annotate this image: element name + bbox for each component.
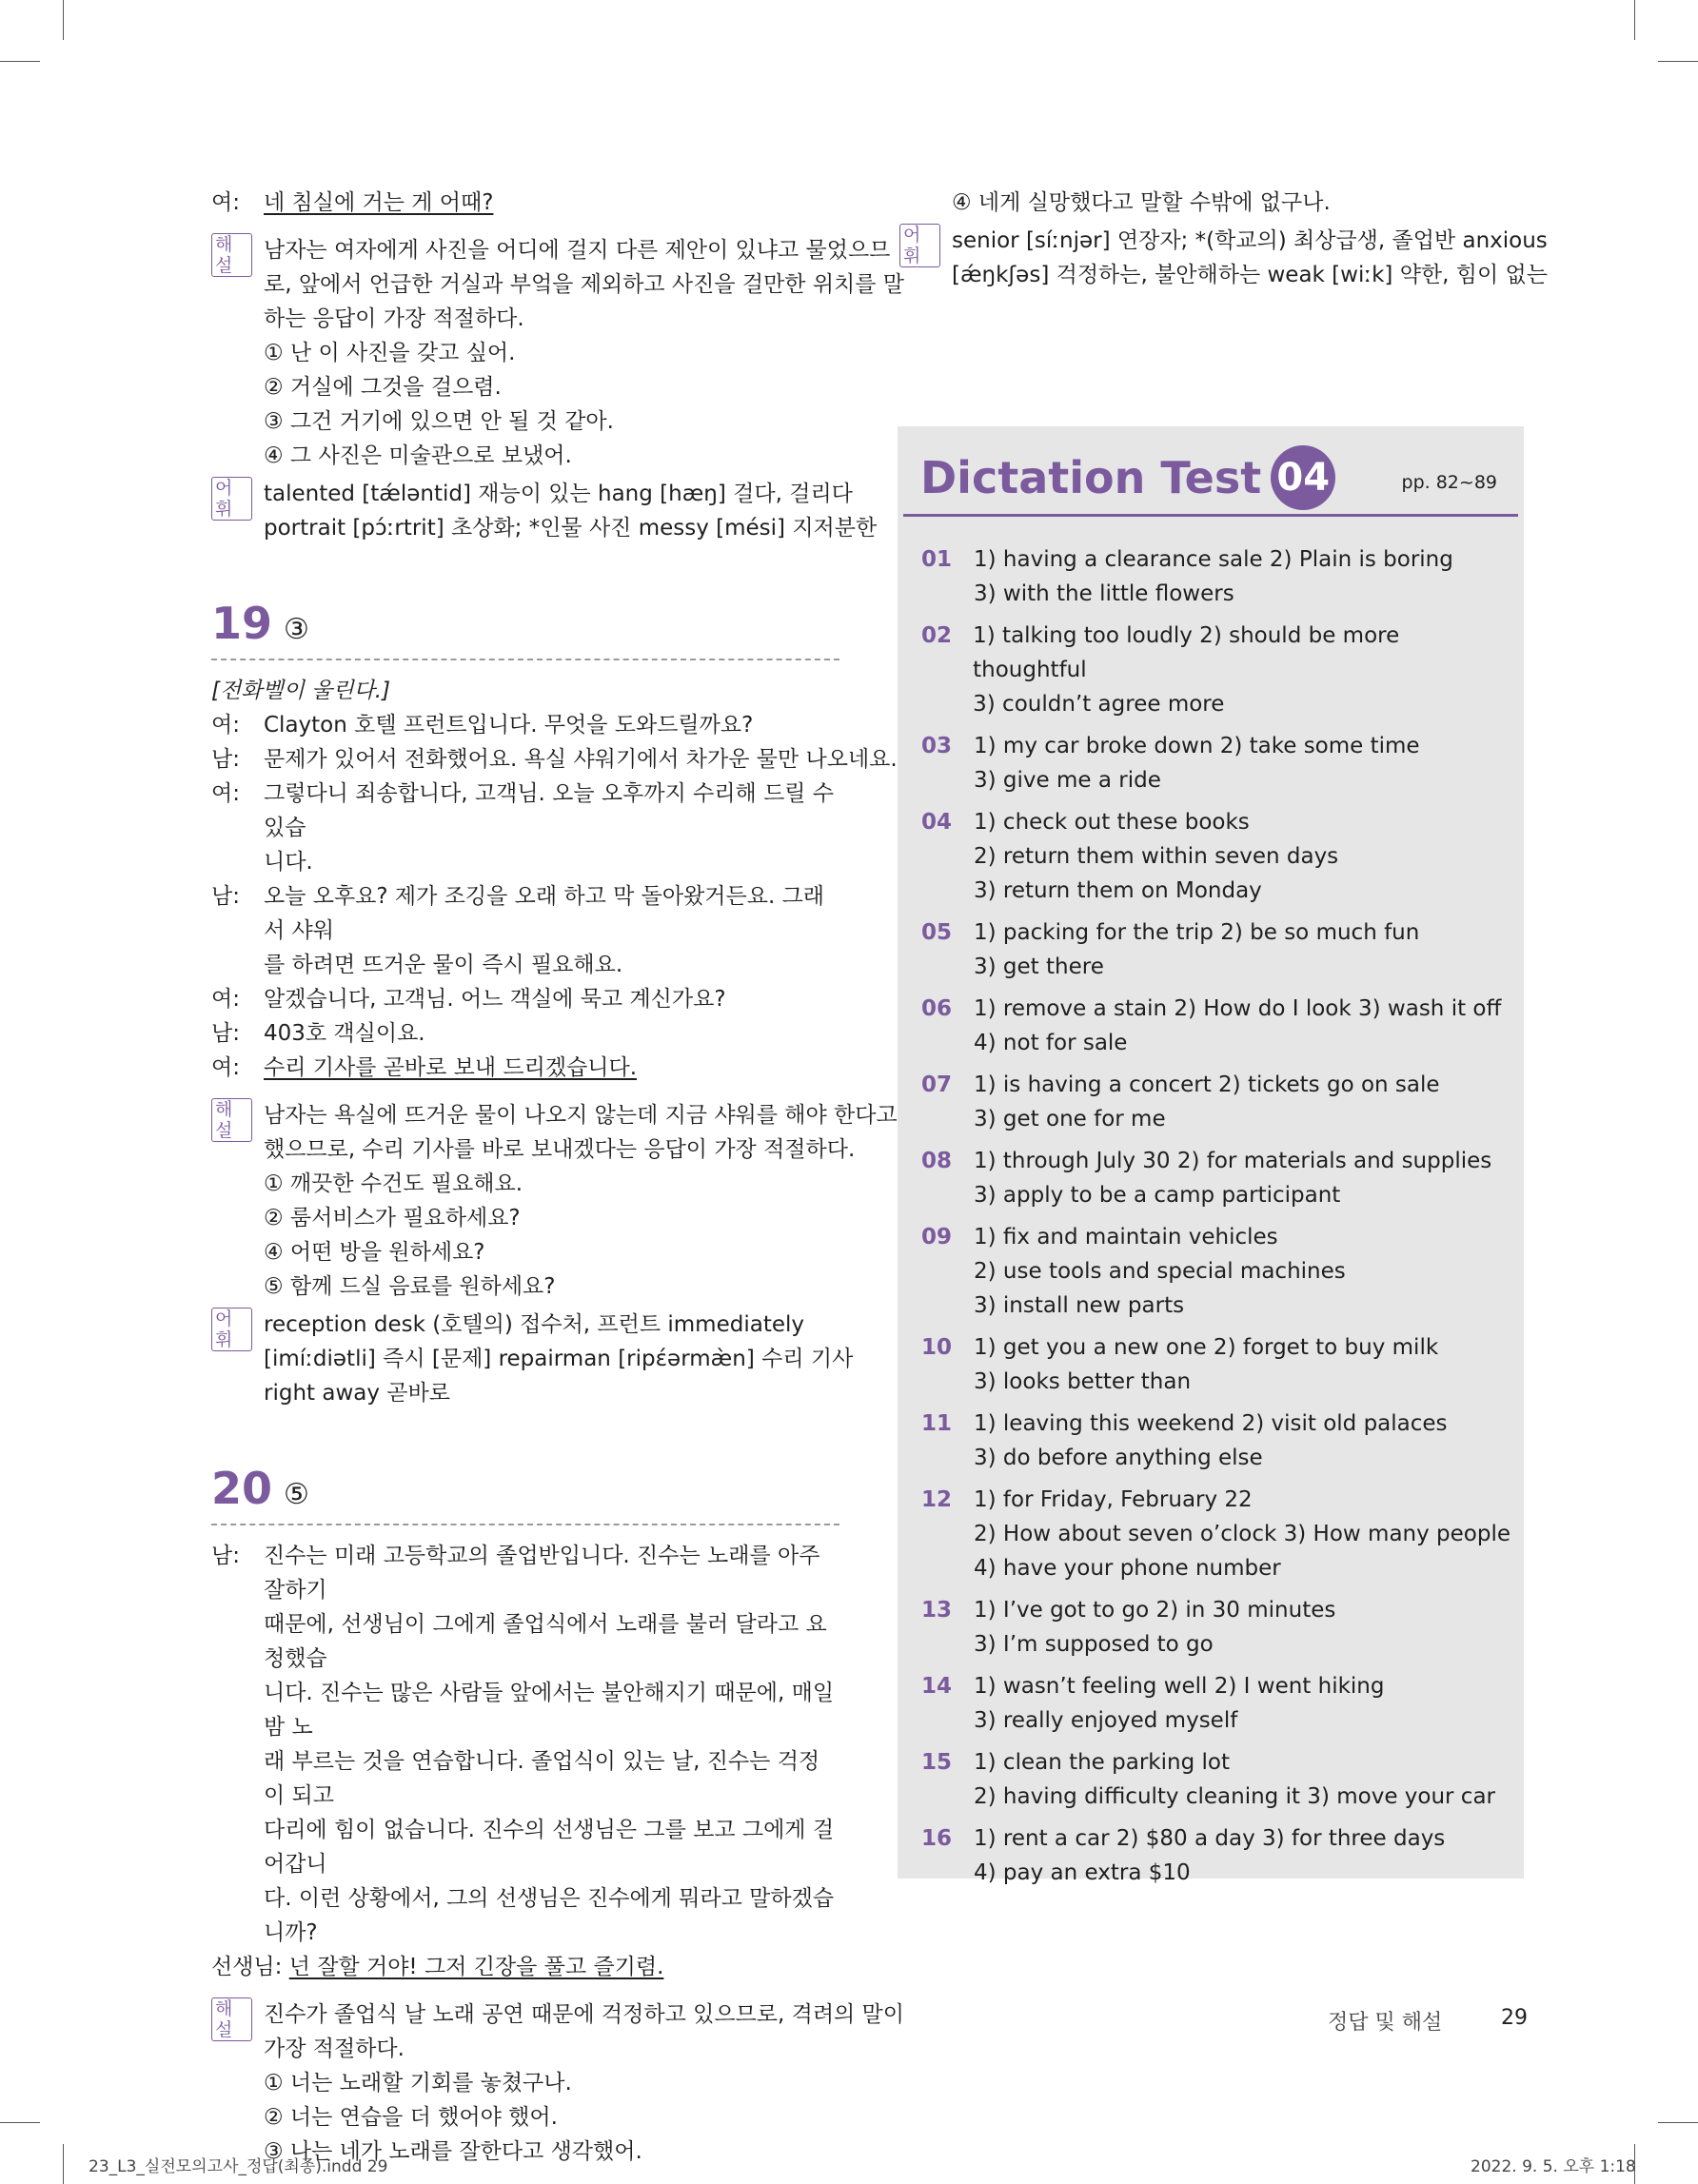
crop-mark: [1658, 2122, 1698, 2123]
dictation-item-line: 3) really enjoyed myself: [974, 1708, 1238, 1733]
question-header: [211, 1463, 839, 1514]
dictation-title-text: Dictation Test: [920, 452, 1262, 503]
option-line: ① 깨끗한 수건도 필요해요.: [264, 1171, 523, 1196]
dictation-item-line: 1) for Friday, February 22: [974, 1487, 1253, 1512]
dialog-line: [211, 186, 839, 220]
dictation-item-line: 1) packing for the trip 2) be so much fun: [974, 920, 1420, 945]
dictation-item-line: 3) do before anything else: [974, 1446, 1263, 1470]
vocab-block: [211, 477, 878, 545]
dictation-item-line: 3) with the little flowers: [974, 581, 1234, 606]
dictation-item-line: 3) I’m supposed to go: [974, 1632, 1214, 1657]
dictation-item-number: 13: [921, 1598, 953, 1623]
dashed-divider: [211, 659, 839, 660]
answer-text: 넌 잘할 거야! 그저 긴장을 풀고 즐기렴.: [288, 1955, 664, 1979]
dictation-item-line: 2) How about seven o’clock 3) How many people: [974, 1522, 1510, 1546]
dialog-text: 오늘 오후요? 제가 조깅을 오래 하고 막 돌아왔거든요. 그래서 샤워: [264, 884, 825, 943]
dictation-item: [921, 729, 1511, 797]
option-line: ② 너는 연습을 더 했어야 했어.: [264, 2105, 558, 2130]
crop-mark: [0, 61, 40, 62]
dictation-item: [921, 1330, 1511, 1399]
vocab-line: right away 곧바로: [264, 1381, 450, 1406]
question-number: 19: [211, 598, 273, 649]
dialog-line: [211, 708, 839, 742]
dictation-item-number: 08: [921, 1149, 953, 1173]
dictation-item-number: 10: [921, 1335, 953, 1360]
dictation-item-number: 16: [921, 1826, 953, 1851]
option-block: [899, 186, 1509, 220]
option-line: ② 룸서비스가 필요하세요?: [264, 1206, 521, 1230]
speaker-label: 여:: [211, 1055, 240, 1080]
option-line: ④ 네게 실망했다고 말할 수밖에 없구나.: [952, 190, 1331, 215]
dialog-line: [211, 742, 898, 777]
dictation-item: [921, 992, 1511, 1060]
dictation-item-number: 11: [921, 1411, 953, 1436]
dialog-text: 때문에, 선생님이 그에게 졸업식에서 노래를 불러 달라고 요청했습: [264, 1612, 827, 1671]
page-reference: pp. 82~89: [1401, 472, 1497, 493]
option-line: ④ 어떤 방을 원하세요?: [264, 1240, 485, 1265]
right-column-top: [899, 186, 1548, 292]
dialog-line: [211, 879, 839, 982]
explanation-line: 진수가 졸업식 날 노래 공연 때문에 걱정하고 있으므로, 격려의 말이: [264, 2002, 904, 2027]
dictation-item-line: 1) having a clearance sale 2) Plain is boring: [974, 547, 1453, 572]
dictation-item: [921, 619, 1511, 721]
dictation-item: [921, 1593, 1511, 1662]
option-line: ③ 그건 거기에 있으면 안 될 것 같아.: [264, 409, 614, 434]
dictation-item: [921, 1068, 1511, 1136]
stage-direction: [전화벨이 울린다.]: [211, 679, 391, 703]
vocab-badge: 어휘: [211, 1308, 252, 1351]
dictation-title: [920, 445, 1335, 510]
dictation-item-line: 1) remove a stain 2) How do I look 3) wash it off: [974, 996, 1502, 1021]
explanation-block: [211, 233, 904, 473]
dictation-item-line: 1) talking too loudly 2) should be more thoughtful: [973, 623, 1400, 682]
dictation-item-number: 03: [921, 734, 953, 758]
dictation-item-line: 4) not for sale: [974, 1031, 1128, 1055]
dictation-item-line: 1) wasn’t feeling well 2) I went hiking: [974, 1674, 1385, 1699]
dictation-item: [921, 1745, 1511, 1814]
dictation-item: [921, 1821, 1511, 1890]
footer-section-label: 정답 및 해설: [1328, 2011, 1443, 2035]
speaker-label: 여:: [211, 190, 240, 215]
date-slug: 2022. 9. 5. 오후 1:18: [1471, 2157, 1636, 2176]
dialog-text: 문제가 있어서 전화했어요. 욕실 샤워기에서 차가운 물만 나오네요.: [264, 747, 898, 772]
dictation-item: [921, 1483, 1511, 1585]
dictation-item: [921, 542, 1511, 611]
dictation-item-number: 14: [921, 1674, 953, 1699]
answer-text: 수리 기사를 곧바로 보내 드리겠습니다.: [264, 1055, 638, 1080]
vocab-line: [imíːdiətli] 즉시 [문제] repairman [ripɛ́ərmæ̀n] 수리 기사: [264, 1347, 854, 1371]
dictation-number-badge: 04: [1271, 445, 1335, 510]
dialog-line: [211, 982, 839, 1016]
dialog-text: 다리에 힘이 없습니다. 진수의 선생님은 그를 보고 그에게 걸어갑니: [264, 1818, 835, 1877]
dictation-item: [921, 1220, 1511, 1323]
dialog-text: 다. 이런 상황에서, 그의 선생님은 진수에게 뭐라고 말하겠습니까?: [264, 1886, 835, 1945]
dictation-item-line: 4) pay an extra $10: [974, 1860, 1191, 1885]
dictation-item-line: 3) install new parts: [974, 1293, 1185, 1318]
speaker-label: 남:: [211, 747, 240, 772]
dictation-item-line: 3) get one for me: [974, 1107, 1166, 1131]
dialog-text: 니다.: [264, 850, 313, 875]
vocab-line: reception desk (호텔의) 접수처, 프런트 immediately: [264, 1312, 804, 1337]
vocab-line: talented [tǽləntid] 재능이 있는 hang [hæŋ] 걸다, 걸리다: [264, 482, 853, 506]
dashed-divider: [211, 1524, 839, 1525]
dictation-item-line: 3) apply to be a camp participant: [974, 1183, 1341, 1208]
dialog-line: [211, 1051, 839, 1085]
dictation-item: [921, 1407, 1511, 1475]
speaker-label: 여:: [211, 713, 240, 738]
explanation-badge: 해설: [211, 233, 252, 277]
explanation-line: 로, 앞에서 언급한 거실과 부엌을 제외하고 사진을 걸만한 위치를 말: [264, 272, 904, 297]
vocab-line: portrait [pɔ́ːrtrit] 초상화; *인물 사진 messy [mési] 지저분한: [264, 516, 878, 541]
dictation-item: [921, 805, 1511, 908]
dialog-text: 403호 객실이요.: [264, 1021, 425, 1046]
dictation-item-number: 06: [921, 996, 953, 1021]
crop-mark: [63, 0, 64, 40]
dictation-item-line: 1) leaving this weekend 2) visit old palaces: [974, 1411, 1448, 1436]
dialog-text: 알겠습니다, 고객님. 어느 객실에 묵고 계신가요?: [264, 987, 726, 1012]
dictation-item-line: 1) check out these books: [974, 810, 1250, 835]
dictation-item-line: 2) use tools and special machines: [974, 1259, 1346, 1284]
dialog-line: [211, 777, 839, 879]
vocab-line: [ǽŋkʃəs] 걱정하는, 불안해하는 weak [wiːk] 약한, 힘이 없는: [952, 263, 1548, 287]
speaker-label: 남:: [211, 1544, 240, 1568]
dictation-item-number: 05: [921, 920, 953, 945]
speaker-label: 여:: [211, 781, 240, 806]
vocab-badge: 어휘: [899, 224, 940, 267]
dialog-text: Clayton 호텔 프런트입니다. 무엇을 도와드릴까요?: [264, 713, 754, 738]
explanation-line: 하는 응답이 가장 적절하다.: [264, 306, 524, 331]
explanation-block: [211, 1098, 898, 1304]
crop-mark: [1658, 61, 1698, 62]
question-header: [211, 598, 839, 649]
dictation-item-line: 3) looks better than: [974, 1369, 1192, 1394]
vocab-block: [211, 1308, 854, 1410]
dictation-item-line: 1) is having a concert 2) tickets go on sale: [974, 1072, 1440, 1097]
dictation-item: [921, 1669, 1511, 1738]
dictation-item-line: 1) clean the parking lot: [974, 1750, 1230, 1775]
dictation-item-line: 1) I’ve got to go 2) in 30 minutes: [974, 1598, 1336, 1623]
speaker-label: 남:: [211, 884, 240, 909]
vocab-line: senior [síːnjər] 연장자; *(학교의) 최상급생, 졸업반 anxious: [952, 228, 1548, 253]
explanation-block: [211, 1997, 904, 2169]
explanation-line: 남자는 여자에게 사진을 어디에 걸지 다른 제안이 있냐고 물었으므: [264, 238, 891, 263]
option-line: ② 거실에 그것을 걸으렴.: [264, 375, 502, 400]
option-line: ④ 그 사진은 미술관으로 보냈어.: [264, 443, 572, 468]
dictation-item-number: 12: [921, 1487, 953, 1512]
speaker-label: 선생님:: [211, 1955, 283, 1979]
dictation-item: [921, 915, 1511, 984]
crop-mark: [0, 2122, 40, 2123]
question-answer: ⑤: [284, 1478, 309, 1511]
vocab-badge: 어휘: [211, 477, 252, 521]
explanation-line: 했으므로, 수리 기사를 바로 보내겠다는 응답이 가장 적절하다.: [264, 1137, 856, 1162]
dictation-item-line: 1) fix and maintain vehicles: [974, 1225, 1278, 1249]
dictation-list: [921, 542, 1511, 1898]
dictation-item-number: 04: [921, 810, 953, 835]
dictation-item-number: 09: [921, 1225, 953, 1249]
dictation-item-number: 02: [921, 623, 953, 648]
explanation-badge: 해설: [211, 1098, 252, 1142]
dialog-text: 니다. 진수는 많은 사람들 앞에서는 불안해지기 때문에, 매일 밤 노: [264, 1681, 835, 1740]
dictation-item-line: 3) return them on Monday: [974, 878, 1262, 903]
dialog-text: 를 하려면 뜨거운 물이 즉시 필요해요.: [264, 953, 623, 977]
left-column: [211, 186, 904, 2169]
dictation-item-line: 3) couldn’t agree more: [973, 692, 1225, 717]
dialog-line: [211, 1950, 839, 1984]
dictation-item-number: 01: [921, 547, 953, 572]
dictation-item-number: 15: [921, 1750, 953, 1775]
dialog-text: 래 부르는 것을 연습합니다. 졸업식이 있는 날, 진수는 걱정이 되고: [264, 1749, 820, 1808]
option-line: ① 너는 노래할 기회를 놓쳤구나.: [264, 2071, 572, 2095]
title-rule: [903, 514, 1518, 517]
file-slug: 23_L3_실전모의고사_정답(최종).indd 29: [89, 2157, 388, 2176]
dictation-item-line: 2) return them within seven days: [974, 844, 1339, 869]
question-number: 20: [211, 1463, 273, 1514]
dialog-line: [211, 1016, 839, 1051]
dictation-item-line: 1) my car broke down 2) take some time: [974, 734, 1420, 758]
dictation-panel: [898, 426, 1524, 1885]
dictation-item: [921, 1144, 1511, 1212]
dictation-item-line: 3) give me a ride: [974, 768, 1161, 793]
dialog-line: [211, 1539, 839, 1950]
explanation-line: 남자는 욕실에 뜨거운 물이 나오지 않는데 지금 샤워를 해야 한다고: [264, 1103, 898, 1128]
page-number: 29: [1501, 2006, 1528, 2030]
dialog-text: 그렇다니 죄송합니다, 고객님. 오늘 오후까지 수리해 드릴 수 있습: [264, 781, 835, 840]
speaker-label: 여:: [211, 987, 240, 1012]
crop-mark: [63, 2144, 64, 2184]
dictation-item-line: 2) having difficulty cleaning it 3) move your car: [974, 1784, 1496, 1809]
dictation-item-line: 1) get you a new one 2) forget to buy milk: [974, 1335, 1439, 1360]
crop-mark: [1634, 0, 1635, 40]
dictation-item-line: 1) rent a car 2) $80 a day 3) for three days: [974, 1826, 1446, 1851]
answer-text: 네 침실에 거는 게 어때?: [264, 190, 494, 215]
dialog-text: 진수는 미래 고등학교의 졸업반입니다. 진수는 노래를 아주 잘하기: [264, 1544, 820, 1603]
dictation-item-line: 1) through July 30 2) for materials and supplies: [974, 1149, 1492, 1173]
vocab-block: [899, 224, 1548, 292]
dictation-item-line: 4) have your phone number: [974, 1556, 1281, 1581]
dictation-item-number: 07: [921, 1072, 953, 1097]
option-line: ③ 나는 네가 노래를 잘한다고 생각했어.: [264, 2139, 642, 2164]
dictation-item-line: 3) get there: [974, 954, 1104, 979]
option-line: ⑤ 함께 드실 음료를 원하세요?: [264, 1274, 556, 1299]
explanation-line: 가장 적절하다.: [264, 2036, 405, 2061]
speaker-label: 남:: [211, 1021, 240, 1046]
option-line: ① 난 이 사진을 갖고 싶어.: [264, 341, 516, 365]
question-answer: ③: [284, 613, 309, 646]
explanation-badge: 해설: [211, 1997, 252, 2041]
